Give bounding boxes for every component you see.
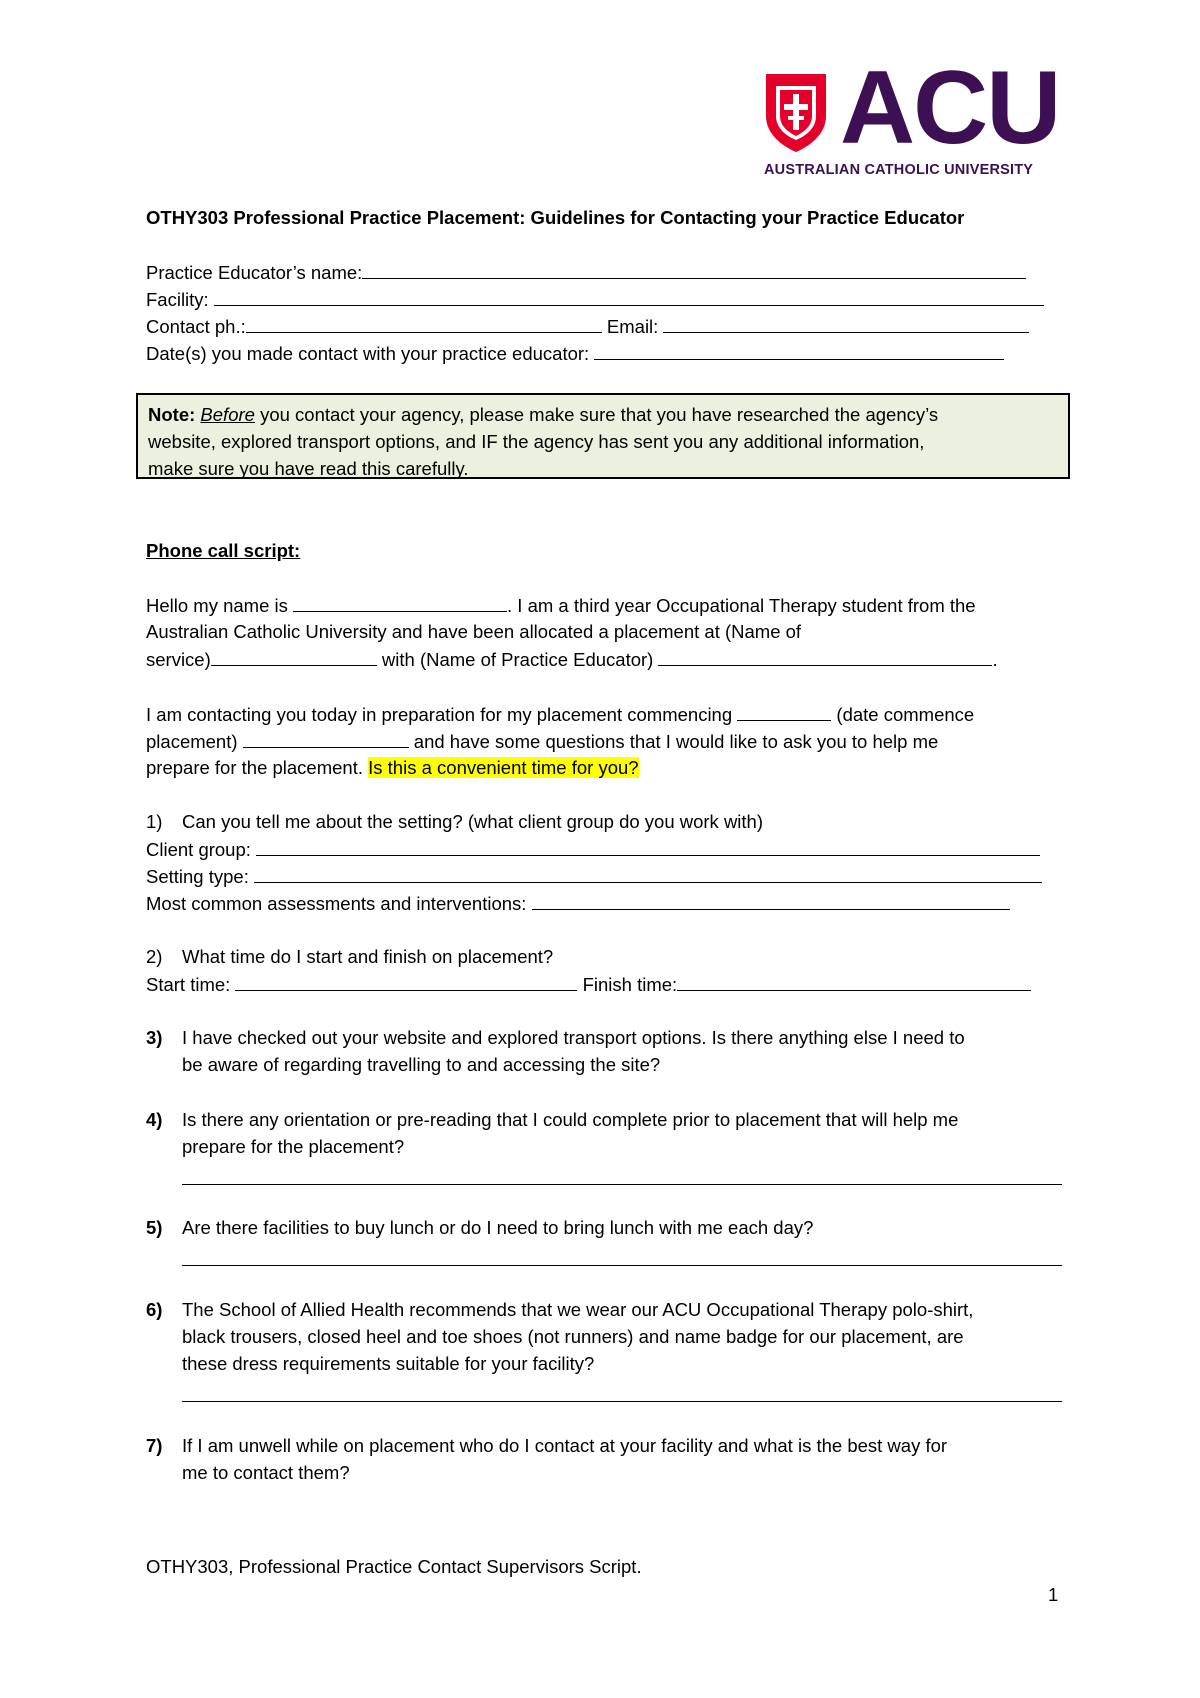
logo-subtitle: AUSTRALIAN CATHOLIC UNIVERSITY <box>764 162 1034 178</box>
placement-date-blank[interactable] <box>243 730 409 748</box>
document-title: OTHY303 Professional Practice Placement: Guidelines for Contacting your Practice Educator <box>146 207 965 228</box>
student-name-blank[interactable] <box>293 594 507 612</box>
q7-line2: me to contact them? <box>182 1462 350 1483</box>
client-group-blank[interactable] <box>256 838 1040 856</box>
service-name-blank[interactable] <box>211 648 377 666</box>
q7-line1: If I am unwell while on placement who do I contact at your facility and what is the best way for <box>182 1435 948 1456</box>
start-time-label: Start time: <box>146 974 231 995</box>
contact-ph-label: Contact ph.: <box>146 316 246 337</box>
assessments-label: Most common assessments and interventions: <box>146 893 527 914</box>
script-p2-line3 <box>146 757 639 779</box>
p1-text-c: service) <box>146 649 211 670</box>
q6-line1: The School of Allied Health recommends that we wear our ACU Occupational Therapy polo-shirt, <box>182 1299 974 1320</box>
q3-line1: I have checked out your website and explored transport options. Is there anything else I need to <box>182 1027 965 1048</box>
q4-number: 4) <box>146 1109 163 1130</box>
finish-time-label: Finish time: <box>582 974 678 995</box>
educator-name-label: Practice Educator’s name: <box>146 262 363 283</box>
q5-answer-line[interactable] <box>182 1265 1062 1266</box>
script-p1-line1 <box>146 594 976 617</box>
client-group-label: Client group: <box>146 839 251 860</box>
note-box <box>136 393 1070 479</box>
facility-field <box>146 288 1044 311</box>
q4-answer-line[interactable] <box>182 1184 1062 1185</box>
client-group-field <box>146 838 1040 861</box>
p1-text-b: . I am a third year Occupational Therapy student from the <box>507 595 976 616</box>
q5-number: 5) <box>146 1217 163 1238</box>
p2-text-b: (date commence <box>836 704 975 725</box>
q4-line1: Is there any orientation or pre-reading that I could complete prior to placement that will help me <box>182 1109 959 1130</box>
facility-blank[interactable] <box>214 288 1044 306</box>
note-line1: you contact your agency, please make sure that you have researched the agency’s <box>254 404 939 425</box>
assessments-blank[interactable] <box>532 892 1010 910</box>
assessments-field <box>146 892 1010 915</box>
acu-logo <box>764 50 1066 182</box>
note-line3: make sure you have read this carefully. <box>148 458 469 479</box>
dates-field <box>146 342 1004 365</box>
contact-ph-blank[interactable] <box>246 315 602 333</box>
p1-end: . <box>992 649 998 670</box>
q4-line2: prepare for the placement? <box>182 1136 405 1157</box>
email-blank[interactable] <box>663 315 1029 333</box>
convenient-time-highlight: Is this a convenient time for you? <box>368 757 639 778</box>
note-label: Note: <box>148 404 196 425</box>
p2-text-d: and have some questions that I would like to ask you to help me <box>413 731 939 752</box>
facility-label: Facility: <box>146 289 209 310</box>
script-p1-line3 <box>146 648 998 671</box>
q2-number: 2) <box>146 946 163 967</box>
setting-type-blank[interactable] <box>254 865 1042 883</box>
time-fields <box>146 973 1031 996</box>
dates-label: Date(s) you made contact with your practice educator: <box>146 343 590 364</box>
dates-blank[interactable] <box>594 342 1004 360</box>
page-footer: OTHY303, Professional Practice Contact Supervisors Script. <box>146 1556 642 1577</box>
commence-date-blank[interactable] <box>737 703 831 721</box>
q3-line2: be aware of regarding travelling to and accessing the site? <box>182 1054 661 1075</box>
q1-number: 1) <box>146 811 163 832</box>
email-label: Email: <box>606 316 659 337</box>
educator-name-field <box>146 261 1026 284</box>
script-p2-line1 <box>146 703 974 726</box>
note-line2: website, explored transport options, and IF the agency has sent you any additional information, <box>148 431 925 452</box>
q6-line2: black trousers, closed heel and toe shoes (not runners) and name badge for our placement, are <box>182 1326 964 1347</box>
educator-name-script-blank[interactable] <box>658 648 992 666</box>
setting-type-field <box>146 865 1042 888</box>
q7-number: 7) <box>146 1435 163 1456</box>
q3-number: 3) <box>146 1027 163 1048</box>
note-before: Before <box>200 404 255 425</box>
q2-text: What time do I start and finish on placement? <box>182 946 554 967</box>
q5-line1: Are there facilities to buy lunch or do I need to bring lunch with me each day? <box>182 1217 814 1238</box>
p2-text-e: prepare for the placement. <box>146 757 363 778</box>
start-time-blank[interactable] <box>235 973 577 991</box>
finish-time-blank[interactable] <box>677 973 1031 991</box>
educator-name-blank[interactable] <box>362 261 1026 279</box>
p2-text-c: placement) <box>146 731 238 752</box>
setting-type-label: Setting type: <box>146 866 249 887</box>
p1-text-d: with (Name of Practice Educator) <box>381 649 654 670</box>
p2-text-a: I am contacting you today in preparation for my placement commencing <box>146 704 733 725</box>
script-p2-line2 <box>146 730 938 753</box>
script-heading: Phone call script: <box>146 540 301 561</box>
q6-line3: these dress requirements suitable for your facility? <box>182 1353 595 1374</box>
q1-text: Can you tell me about the setting? (what client group do you work with) <box>182 811 764 832</box>
p1-text-a: Hello my name is <box>146 595 288 616</box>
page-number: 1 <box>1048 1584 1059 1605</box>
shield-cross-icon <box>764 72 828 154</box>
q6-number: 6) <box>146 1299 163 1320</box>
q6-answer-line[interactable] <box>182 1401 1062 1402</box>
contact-field <box>146 315 1029 338</box>
script-p1-line2: Australian Catholic University and have been allocated a placement at (Name of <box>146 621 802 642</box>
logo-wordmark: ACU <box>840 50 1060 166</box>
